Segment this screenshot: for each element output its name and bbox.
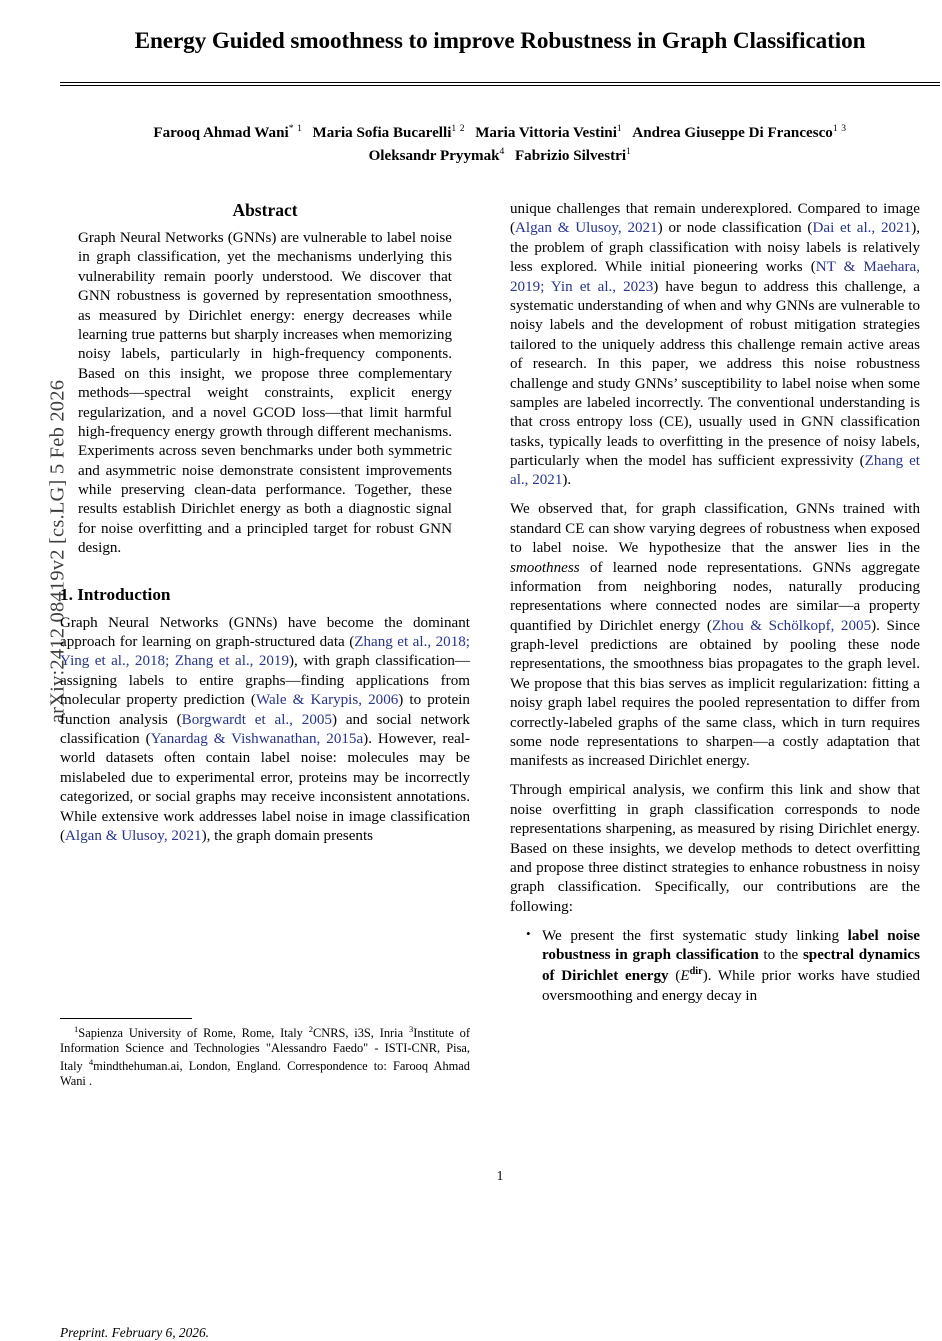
text-segment: to the — [758, 946, 803, 963]
text-segment: We present the first systematic study linking — [542, 927, 848, 944]
author-name: Maria Sofia Bucarelli — [312, 125, 452, 142]
citation-link[interactable]: NT & Maehara, 2019 — [510, 259, 921, 295]
citation-link[interactable]: Dai et al., 2021 — [812, 220, 912, 237]
abstract-section — [78, 200, 452, 559]
text-segment: ). While prior works have studied oversmoothing and energy decay in — [542, 968, 920, 1004]
author-affiliation-marks: * 1 — [288, 123, 303, 135]
math-base: E — [680, 968, 690, 985]
citation-link[interactable]: Yanardag & Vishwanathan, 2015a — [150, 730, 364, 747]
text-segment: ). However, real-world datasets often contain label noise: molecules may be mislabeled due to experimental error, proteins may be incorrectly categorized, or social graphs may receive inconsistent annotations. While extensive work addresses label noise in image classification ( — [60, 730, 470, 844]
math-symbol-dirichlet-energy — [680, 968, 702, 984]
author-affiliation-marks: 1 — [626, 146, 632, 158]
author-affiliation-marks: 1 2 — [451, 123, 466, 135]
text-segment: ), with graph classification—assigning labels to entire graphs—finding applications from molecular property prediction ( — [60, 653, 470, 709]
emphasis-smoothness: smoothness — [510, 559, 580, 576]
section-heading-introduction: 1. Introduction — [60, 584, 171, 604]
citation-separator: ; — [540, 278, 551, 295]
paper-page — [60, 0, 940, 1340]
two-column-body — [60, 200, 940, 1340]
right-column — [510, 200, 920, 1150]
text-segment: ) or node classification ( — [657, 220, 813, 237]
footnote-text — [60, 1024, 470, 1090]
text-segment: ) and social network classification ( — [60, 711, 470, 747]
author-entry — [515, 148, 632, 164]
citation-link[interactable]: Algan & Ulusoy, 2021 — [65, 827, 202, 844]
author-entry — [312, 125, 465, 141]
author-entry — [369, 148, 505, 164]
author-name: Maria Vittoria Vestini — [475, 125, 617, 142]
text-segment: ), the graph domain presents — [201, 827, 374, 844]
page-title: Energy Guided smoothness to improve Robustness in Graph Classification — [134, 28, 866, 54]
author-entry — [475, 125, 622, 141]
citation-separator: ; — [465, 634, 470, 651]
text-segment: ). Since graph-level predictions are obtained by pooling these node representations, the smoothness bias propagates to the graph level. We propose that this bias serves as implicit regularization: fitting a noisy graph label requires the pooled representation to differ from correctly-labeled graphs of the same class, which in turn requires some node representations to sharpen—a costly adaptation that manifests as increased Dirichlet energy. — [510, 617, 920, 770]
text-segment: ) have begun to address this challenge, a systematic understanding of when and why GNNs are vulnerable to noisy labels and the development of robust mitigation strategies tailored to the uniquely address this challenge remain active areas of research. In this paper, we address this noise robustness challenge and study GNNs’ susceptibility to label noise when some samples are labeled incorrectly. The conventional understanding is that cross entropy loss (CE), usually used in GNN classification tasks, typically leads to overfitting in the presence of noisy labels, particularly when the model has sufficient expressivity ( — [510, 278, 920, 470]
citation-link[interactable]: Zhang et al., 2019 — [174, 653, 290, 670]
text-segment: unique challenges that remain underexplored. Compared to image ( — [510, 201, 920, 237]
text-segment: ) to protein function analysis ( — [60, 692, 470, 728]
text-segment: We observed that, for graph classification, GNNs trained with standard CE can show varying degrees of robustness when exposed to label noise. We hypothesize that the answer lies in the — [510, 501, 920, 557]
author-affiliation-marks: 1 — [616, 123, 623, 135]
list-item — [530, 927, 920, 1007]
author-entry — [153, 125, 302, 141]
citation-link[interactable]: Borgwardt et al., 2005 — [181, 711, 332, 728]
author-name: Oleksandr Pryymak — [368, 148, 500, 165]
intro-paragraph-2 — [510, 200, 920, 491]
abstract-text: Graph Neural Networks (GNNs) are vulnerable to label noise in graph classification, yet the mechanisms underlying this vulnerability remain poorly understood. We discover that GNN robustness is governed by representation smoothness, as measured by Dirichlet energy: energy decreases while learning true patterns but sharply increases when memorizing noisy labels, particularly in high-frequency components. Based on this insight, we propose three complementary methods—spectral weight constraints, explicit energy regularization, and a novel GCOD loss—that limit harmful high-frequency energy growth through different mechanisms. Experiments across seven benchmarks under both symmetric and asymmetric noise demonstrate consistent improvements while preserving clean-data performance. Together, these results establish Dirichlet energy as both a diagnostic signal for noise overfitting and a principled target for robust GNN design. — [78, 230, 452, 557]
author-name: Fabrizio Silvestri — [514, 148, 627, 165]
intro-paragraph-3 — [510, 500, 920, 771]
author-affiliation-marks: 1 3 — [832, 123, 847, 135]
contributions-list — [510, 927, 920, 1007]
bold-phrase: label noise robustness in graph classification — [542, 927, 920, 963]
author-name: Andrea Giuseppe Di Francesco — [632, 125, 833, 142]
title-divider-rule — [60, 82, 940, 86]
left-column — [60, 200, 470, 1340]
text-segment: of learned node representations. GNNs aggregate information from neighboring nodes, naturally producing representations where connected nodes are similar—a property quantified by Dirichlet energy ( — [510, 559, 920, 634]
citation-link[interactable]: Wale & Karypis, 2006 — [255, 692, 399, 709]
intro-paragraph-1 — [60, 614, 470, 847]
math-superscript: dir — [689, 966, 703, 978]
footnote-mark: 1 — [74, 1024, 79, 1034]
arxiv-identifier-stamp: arXiv:2412.08419v2 [cs.LG] 5 Feb 2026 — [46, 379, 69, 724]
footnote-divider-rule — [60, 1018, 192, 1019]
text-segment: ). — [562, 472, 572, 489]
intro-paragraph-4: Through empirical analysis, we confirm this link and show that noise overfitting in graph classification corresponds to node representations sharpening, as measured by rising Dirichlet energy. Based on these insights, we develop methods to detect overfitting and propose three distinct strategies to enhance robustness in noisy graph classification. Specifically, our contributions are the following: — [510, 782, 920, 915]
author-name: Farooq Ahmad Wani — [153, 125, 289, 142]
citation-link[interactable]: Zhou & Schölkopf, 2005 — [711, 617, 872, 634]
page-number: 1 — [496, 1168, 504, 1183]
citation-link[interactable]: Yin et al., 2023 — [550, 278, 654, 295]
citation-link[interactable]: Zhang et al., 2021 — [510, 453, 920, 489]
text-segment: ), the problem of graph classification with noisy labels is relatively less explored. While initial pioneering works ( — [510, 220, 920, 276]
footnote-body: Sapienza University of Rome, Rome, Italy $^2$CNRS, i3S, Inria $^3$Institute of Information Science and Technologies "Alessandro Faedo" - ISTI-CNR, Pisa, Italy $^4$mindthehuman.ai, London, England. Correspondence to: Farooq Ahmad Wani . — [60, 1024, 470, 1089]
bold-phrase: spectral dynamics of Dirichlet energy — [542, 946, 920, 985]
author-entry — [632, 125, 846, 141]
author-list — [60, 122, 940, 169]
citation-link[interactable]: Ying et al., 2018 — [60, 653, 166, 670]
footnote-section — [60, 1018, 470, 1090]
text-segment: ( — [668, 968, 681, 985]
citation-separator: ; — [165, 653, 175, 670]
author-affiliation-marks: 4 — [499, 146, 505, 158]
abstract-heading: Abstract — [232, 200, 298, 220]
preprint-date-line: Preprint. February 6, 2026. — [60, 1325, 210, 1340]
text-segment: Graph Neural Networks (GNNs) have become the dominant approach for learning on graph-structured data ( — [60, 614, 470, 651]
citation-link[interactable]: Algan & Ulusoy, 2021 — [515, 220, 658, 237]
citation-link[interactable]: Zhang et al., 2018 — [354, 634, 466, 651]
